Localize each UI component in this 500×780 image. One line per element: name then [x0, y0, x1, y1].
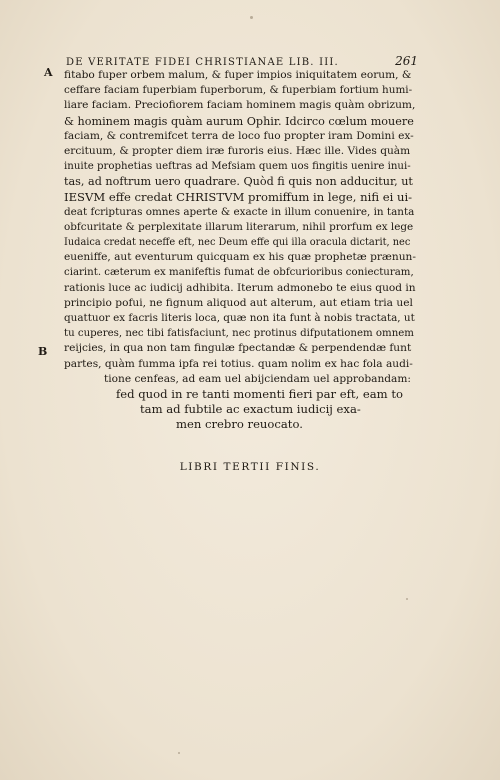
- paper-speck: [178, 752, 180, 754]
- text-line: ceffare faciam fuperbiam fuperborum, & fuperbiam fortium humi-: [64, 84, 413, 97]
- text-line: principio pofui, ne fignum aliquod aut alterum, aut etiam tria uel: [64, 296, 413, 309]
- text-line: IESVM effe credat CHRISTVM promiffum in lege, nifi ei ui-: [64, 189, 413, 204]
- folio-number: 261: [395, 54, 418, 68]
- text-line: & hominem magis quàm aurum Ophir. Idcirco cœlum mouere: [64, 114, 414, 128]
- text-line: ciarint. cæterum ex manifeftis fumat de obfcurioribus coniecturam,: [64, 267, 414, 279]
- running-title: DE VERITATE FIDEI CHRISTIANAE LIB. III.: [66, 57, 339, 68]
- text-line: liare faciam. Preciofiorem faciam hominem magis quàm obrizum,: [64, 99, 416, 112]
- text-line: fitabo fuper orbem malum, & fuper impios iniquitatem eorum, &: [64, 69, 412, 81]
- margin-marker-b: B: [38, 345, 48, 358]
- text-line: reijcies, in qua non tam fingulæ fpectandæ & perpendendæ funt: [64, 342, 412, 355]
- text-line: ercituum, & propter diem iræ furoris eius. Hæc ille. Vides quàm: [64, 144, 411, 157]
- text-line: tione cenfeas, ad eam uel abijciendam uel approbandam:: [104, 372, 411, 385]
- paper-speck: [406, 598, 408, 600]
- running-header: [66, 54, 418, 68]
- text-line: men crebro reuocato.: [176, 417, 303, 432]
- text-line: tu cuperes, nec tibi fatisfaciunt, nec protinus difputationem omnem: [64, 328, 414, 340]
- text-line: eueniffe, aut eventurum quicquam ex his quæ prophetæ prænun-: [64, 251, 416, 264]
- text-line: inuite prophetias ueftras ad Mefsiam quem uos fingitis uenire inui-: [64, 161, 411, 173]
- text-line: faciam, & contremifcet terra de loco fuo propter iram Domini ex-: [64, 129, 414, 142]
- text-line: rationis luce ac iudicij adhibita. Iterum admonebo te eius quod in: [64, 281, 416, 294]
- text-line: quattuor ex facris literis loca, quæ non ita funt à nobis tractata, ut: [64, 312, 415, 324]
- text-line: obfcuritate & perplexitate illarum literarum, nihil prorfum ex lege: [64, 220, 414, 233]
- colophon: LIBRI TERTII FINIS.: [179, 461, 321, 473]
- paper-speck: [250, 16, 253, 19]
- text-line: Iudaica credat neceffe eft, nec Deum effe qui illa oracula dictarit, nec: [64, 237, 411, 249]
- text-line: partes, quàm fumma ipfa rei totius. quam nolim ex hac fola audi-: [64, 357, 413, 370]
- body-text: [64, 68, 416, 433]
- text-line: deat fcripturas omnes aperte & exacte in illum conuenire, in tanta: [64, 205, 415, 218]
- margin-marker-a: A: [44, 66, 53, 79]
- text-line: tas, ad noftrum uero quadrare. Quòd fi quis non adducitur, ut: [64, 175, 413, 189]
- text-line: tam ad fubtile ac exactum iudicij exa-: [140, 402, 361, 417]
- text-line: fed quod in re tanti momenti fieri par eft, eam to: [116, 386, 403, 401]
